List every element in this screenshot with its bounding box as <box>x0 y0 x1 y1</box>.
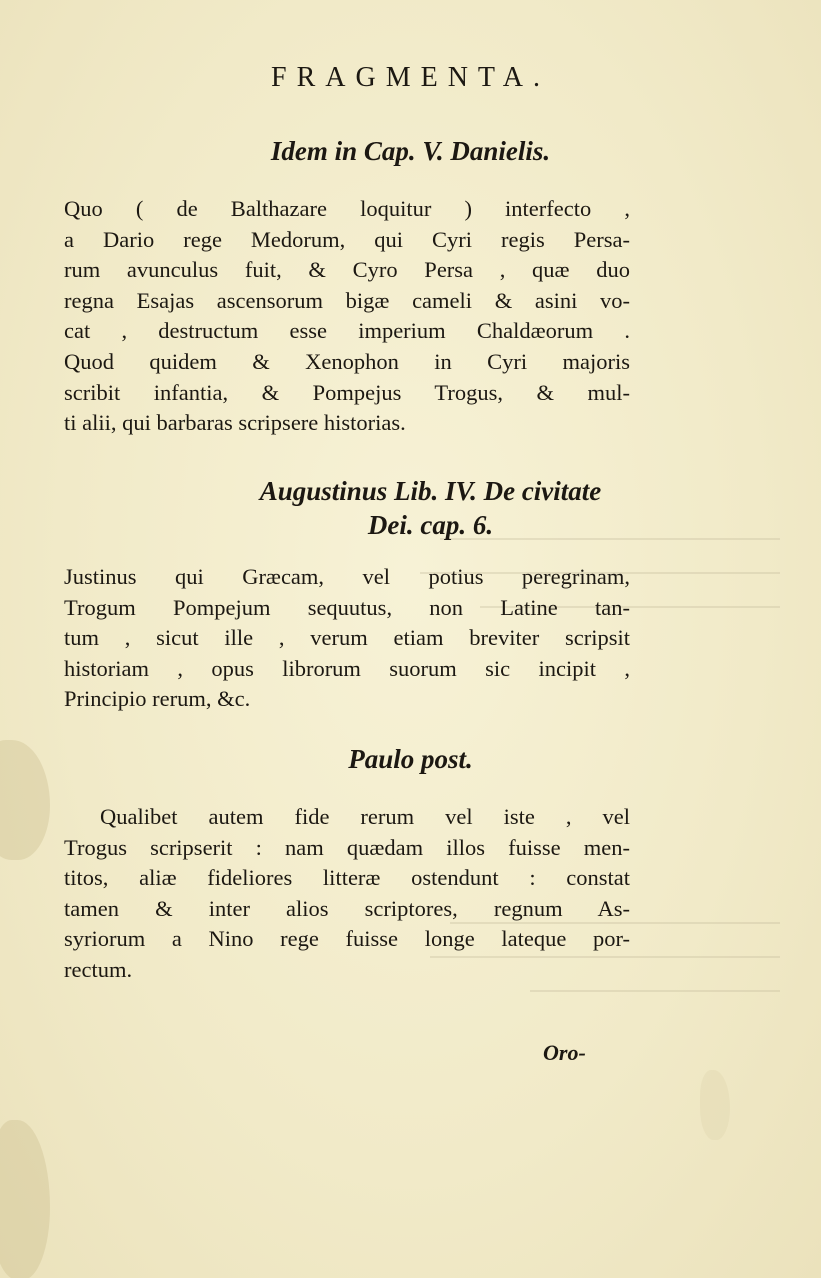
heading-line: Augustinus Lib. IV. De civitate <box>259 476 602 506</box>
text-line: Quo ( de Balthazare loquitur ) interfecto , <box>64 196 630 221</box>
text-line: Trogum Pompejum sequutus, non Latine tan- <box>64 594 630 620</box>
catchword: Oro- <box>543 1040 586 1065</box>
text-line: Trogus scripserit : nam quædam illos fuisse men- <box>64 834 630 860</box>
text-line: Qualibet autem fide rerum vel iste , vel <box>100 804 630 829</box>
running-head: FRAGMENTA. <box>271 62 550 93</box>
text-line: syriorum a Nino rege fuisse longe lateque por- <box>64 926 630 952</box>
section-heading <box>0 136 821 167</box>
paragraph <box>64 194 630 439</box>
text-line: ti alii, qui barbaras scripsere historias. <box>64 410 406 436</box>
text-line: cat , destructum esse imperium Chaldæorum . <box>64 318 630 344</box>
text-line: Principio rerum, &c. <box>64 686 251 712</box>
text-line: rum avunculus fuit, & Cyro Persa , quæ duo <box>64 257 630 283</box>
text-line: a Dario rege Medorum, qui Cyri regis Persa- <box>64 226 630 252</box>
text-line: Quod quidem & Xenophon in Cyri majoris <box>64 348 630 374</box>
text-line: rectum. <box>64 956 133 982</box>
section-heading <box>0 474 821 542</box>
text-line: tamen & inter alios scriptores, regnum As- <box>64 895 630 921</box>
paper-stain <box>0 1120 50 1278</box>
text-line: scribit infantia, & Pompejus Trogus, & mul- <box>64 379 630 405</box>
section-heading <box>0 744 821 775</box>
text-line: titos, aliæ fideliores litteræ ostendunt : constat <box>64 865 630 891</box>
paper-stain <box>700 1070 730 1140</box>
heading-line: Idem in Cap. V. Danielis. <box>270 136 551 166</box>
text-line: Justinus qui Græcam, vel potius peregrinam, <box>64 564 630 589</box>
text-line: tum , sicut ille , verum etiam breviter scripsit <box>64 625 630 651</box>
text-line: regna Esajas ascensorum bigæ cameli & asini vo- <box>64 287 630 313</box>
paragraph <box>64 562 630 715</box>
paragraph <box>64 802 630 986</box>
heading-line: Dei. cap. 6. <box>367 510 494 540</box>
text-line: historiam , opus librorum suorum sic incipit , <box>64 655 630 681</box>
heading-line: Paulo post. <box>348 744 473 774</box>
